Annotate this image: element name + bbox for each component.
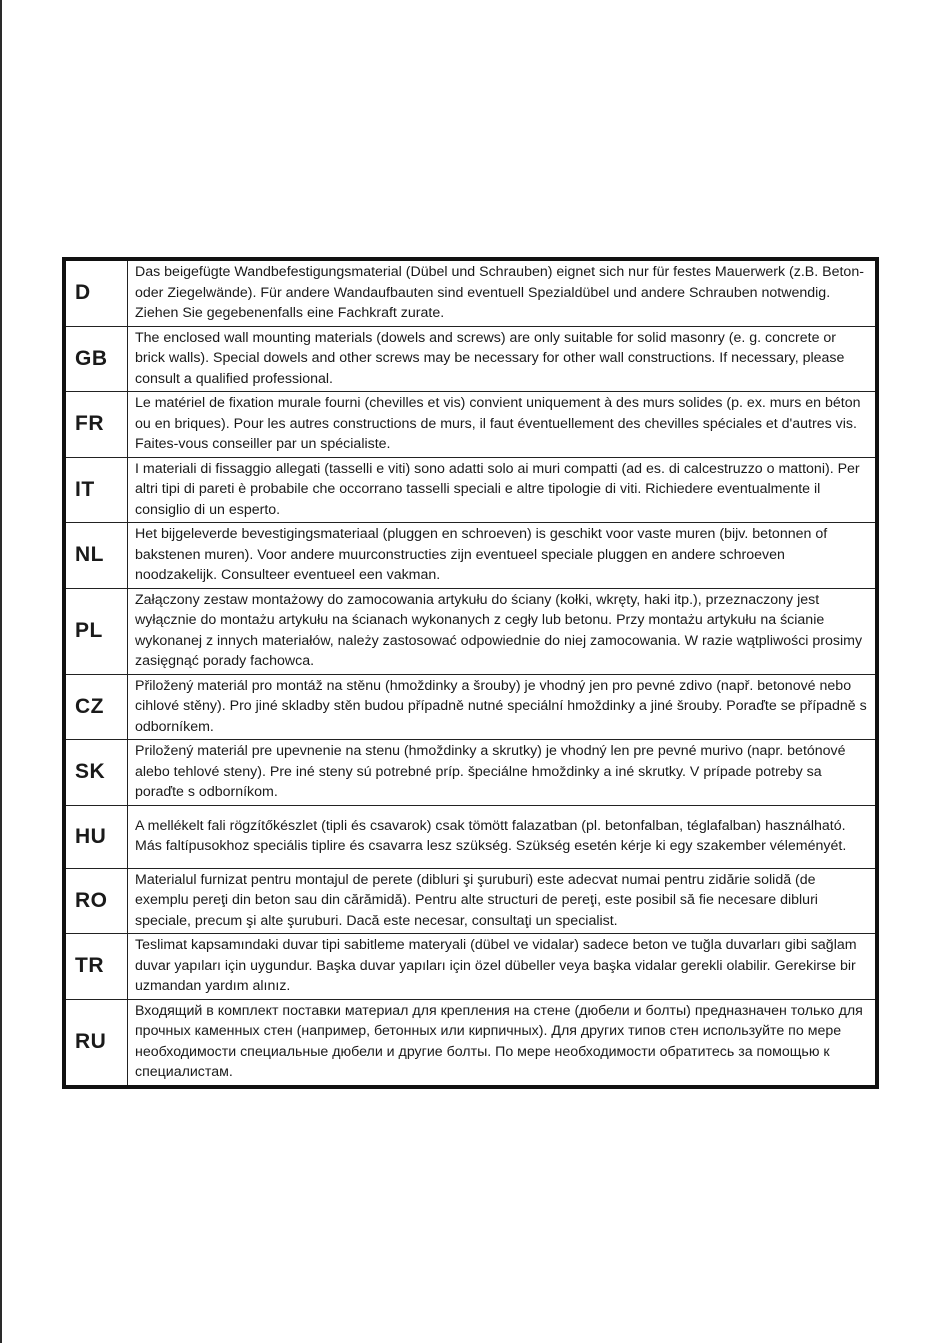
language-code: CZ xyxy=(64,674,128,740)
language-code: PL xyxy=(64,588,128,674)
notice-text: Het bijgeleverde bevestigingsmateriaal (pluggen en schroeven) is geschikt voor vaste muren (bijv. betonnen of bakstenen muren). Voor andere muurconstructies zijn eventueel speciale pluggen en andere schroeven noodzakelijk. Consulteer eventueel een vakman. xyxy=(128,523,878,589)
language-code: D xyxy=(64,259,128,326)
notice-text: Das beigefügte Wandbefestigungsmaterial (Dübel und Schrauben) eignet sich nur für festes Mauerwerk (z.B. Beton- oder Ziegelwände). Für andere Wandaufbauten sind eventuell Spezialdübel und andere Schrauben notwendig. Ziehen Sie gegebenenfalls eine Fachkraft zurate. xyxy=(128,259,878,326)
notice-text: Přiložený materiál pro montáž na stěnu (hmoždinky a šrouby) je vhodný jen pro pevné zdivo (např. betonové nebo cihlové stěny). Pro jiné skladby stěn budou případně nutné speciální hmoždinky a jiné šrouby. Poraďte se případně s odborníkem. xyxy=(128,674,878,740)
notice-row-de xyxy=(64,259,877,326)
language-code: TR xyxy=(64,934,128,1000)
notice-text: Le matériel de fixation murale fourni (chevilles et vis) convient uniquement à des murs solides (p. ex. murs en béton ou en briques). Pour les autres constructions de murs, il faut éventuellement des chevilles spéciales et d'autres vis. Faites-vous conseiller par un spécialiste. xyxy=(128,392,878,458)
notice-text: Załączony zestaw montażowy do zamocowania artykułu do ściany (kołki, wkręty, haki itp.), przeznaczony jest wyłącznie do montażu artykułu na ścianach wykonanych z cegły lub betonu. Przy montażu artykułu na ścianie wykonanej z innych materiałów, należy zastosować odpowiednie do niej zamocowania. W razie wątpliwości prosimy zasięgnąć porady fachowca. xyxy=(128,588,878,674)
language-code: HU xyxy=(64,805,128,868)
notice-text: Materialul furnizat pentru montajul de perete (dibluri şi şuruburi) este adecvat numai pentru zidărie solidă (de exemplu pereţi din beton sau din cărămidă). Pentru alte structuri de pereţi, este posibil să fie necesare dibluri speciale, precum şi alte şuruburi. Dacă este necesar, consultaţi un specialist. xyxy=(128,868,878,934)
notice-row-sk xyxy=(64,740,877,806)
notice-text: The enclosed wall mounting materials (dowels and screws) are only suitable for solid masonry (e. g. concrete or brick walls). Special dowels and other screws may be necessary for other wall constructions. If necessary, please consult a qualified professional. xyxy=(128,326,878,392)
language-code: RO xyxy=(64,868,128,934)
notice-row-hu xyxy=(64,805,877,868)
notice-row-gb xyxy=(64,326,877,392)
language-code: NL xyxy=(64,523,128,589)
notice-row-cz xyxy=(64,674,877,740)
notice-row-ro xyxy=(64,868,877,934)
notice-text: Priložený materiál pre upevnenie na stenu (hmoždinky a skrutky) je vhodný len pre pevné murivo (napr. betónové alebo tehlové steny). Pre iné steny sú potrebné príp. špeciálne hmoždinky a iné skrutky. V prípade potreby sa poraďte s odborníkom. xyxy=(128,740,878,806)
notice-row-fr xyxy=(64,392,877,458)
notice-text: A mellékelt fali rögzítőkészlet (tipli és csavarok) csak tömött falazatban (pl. betonfalban, téglafalban) használható. Más faltípusokhoz speciális tiplire és csavarra lesz szükség. Szükség esetén kérje ki egy szakember véleményét. xyxy=(128,805,878,868)
notice-text: Входящий в комплект поставки материал для крепления на стене (дюбели и болты) предназначен только для прочных каменных стен (например, бетонных или кирпичных). Для других типов стен используйте по мере необходимости специальные дюбели и другие болты. По мере необходимости обратитесь за помощью к специалистам. xyxy=(128,999,878,1087)
notice-row-it xyxy=(64,457,877,523)
notice-text: I materiali di fissaggio allegati (tasselli e viti) sono adatti solo ai muri compatti (ad es. di calcestruzzo o mattoni). Per altri tipi di pareti è probabile che occorrano tasselli speciali e altre tipologie di viti. Richiedere eventualmente il consiglio di un esperto. xyxy=(128,457,878,523)
notice-row-pl xyxy=(64,588,877,674)
notice-row-ru xyxy=(64,999,877,1087)
page-edge xyxy=(0,0,2,1343)
language-code: GB xyxy=(64,326,128,392)
notice-row-nl xyxy=(64,523,877,589)
notice-row-tr xyxy=(64,934,877,1000)
language-code: RU xyxy=(64,999,128,1087)
notice-text: Teslimat kapsamındaki duvar tipi sabitleme materyali (dübel ve vidalar) sadece beton ve tuğla duvarları gibi sağlam duvar yapıları için uygundur. Başka duvar yapıları için özel dübeller veya başka vidalar gerekli olabilir. Gerekirse bir uzmandan yardım alınız. xyxy=(128,934,878,1000)
language-code: SK xyxy=(64,740,128,806)
language-code: IT xyxy=(64,457,128,523)
language-code: FR xyxy=(64,392,128,458)
multilingual-notice-table xyxy=(62,257,879,1089)
